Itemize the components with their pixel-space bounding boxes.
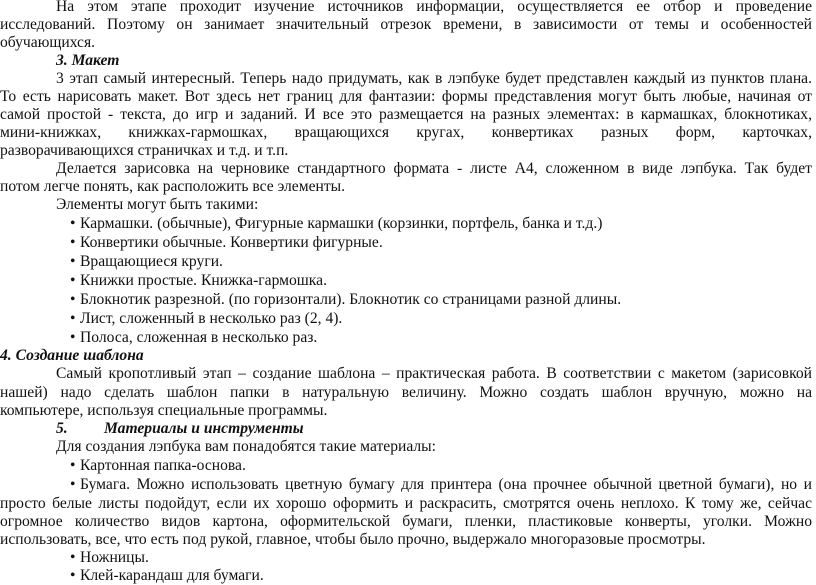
section-number: 5.: [56, 420, 68, 437]
text-line: мини-книжках, книжках-гармошках, вращающихся кругах, конвертиках разных форм, карточках,: [0, 124, 812, 141]
text-line: исследований. Поэтому он занимает значительный отрезок времени, в зависимости от темы и особенностей: [0, 16, 812, 33]
list-item: • Конвертики обычные. Конвертики фигурные.: [70, 234, 383, 251]
section-title: Материалы и инструменты: [104, 420, 304, 437]
text-line: компьютере, используя специальные программы.: [0, 402, 328, 419]
list-item: • Бумага. Можно использовать цветную бумагу для принтера (она прочнее обычной цветной бумаги), но и: [70, 476, 812, 493]
text-line: огромное количество видов картона, оформительской бумаги, пленки, пластиковые конверты, уголки. Можно: [0, 513, 812, 530]
list-item: • Лист, сложенный в несколько раз (2, 4).: [70, 310, 343, 327]
text-line: обучающихся.: [0, 34, 96, 51]
bullet: •: [70, 457, 76, 474]
text-line: На этом этапе проходит изучение источников информации, осуществляется ее отбор и проведение: [56, 0, 812, 15]
bullet: •: [70, 215, 76, 232]
text-line: Элементы могут быть такими:: [56, 196, 259, 213]
bullet: •: [70, 272, 76, 289]
bullet: •: [70, 329, 76, 346]
bullet: •: [70, 310, 76, 327]
text-line: Для создания лэпбука вам понадобятся такие материалы:: [56, 438, 436, 455]
text-line: потом легче понять, как расположить все элементы.: [0, 178, 346, 195]
list-item: • Вращающиеся круги.: [70, 253, 223, 270]
bullet: •: [70, 476, 76, 493]
text-line: Делается зарисовка на черновике стандартного формата - листе А4, сложенном в виде лэпбука. Так будет: [56, 160, 812, 177]
text-line: разворачивающихся страничках и т.д. и т.п.: [0, 142, 289, 159]
list-item: • Полоса, сложенная в несколько раз.: [70, 329, 318, 346]
list-item: • Книжки простые. Книжка-гармошка.: [70, 272, 327, 289]
bullet: •: [70, 253, 76, 270]
text-line: Самый кропотливый этап – создание шаблона – практическая работа. В соответствии с макетом (зарисовкой: [56, 365, 812, 382]
list-item: • Клей-карандаш для бумаги.: [70, 567, 264, 584]
text-line: использовать, все, что есть под рукой, главное, чтобы было прочно, выдержало многоразовые просмотры.: [0, 531, 706, 548]
text-line: нашей) надо сделать шаблон папки в натуральную величину. Можно создать шаблон вручную, можно на: [0, 384, 812, 401]
bullet: •: [70, 291, 76, 308]
bullet: •: [70, 234, 76, 251]
list-item: • Ножницы.: [70, 549, 149, 566]
list-item: • Блокнотик разрезной. (по горизонтали). Блокнотик со страницами разной длины.: [70, 291, 622, 308]
list-item: • Картонная папка-основа.: [70, 457, 246, 474]
text-line: То есть нарисовать макет. Вот здесь нет границ для фантазии: формы представления могут быть любые, начиная от: [0, 88, 812, 105]
text-line: просто белые листы подойдут, если их хорошо оформить и раскрасить, смотрятся очень неплохо. К тому же, сейчас: [0, 495, 812, 512]
text-line: 3 этап самый интересный. Теперь надо придумать, как в лэпбуке будет представлен каждый из пунктов плана.: [56, 70, 812, 87]
bullet: •: [70, 567, 76, 584]
section-heading: 4. Создание шаблона: [0, 347, 144, 364]
text-line: самой простой - текста, до игр и заданий. И все это размещается на разных элементах: в кармашках, блокнотиках,: [0, 106, 812, 123]
section-heading: 3. Макет: [56, 52, 120, 69]
bullet: •: [70, 549, 76, 566]
section-heading: [56, 420, 812, 438]
list-item: • Кармашки. (обычные), Фигурные кармашки (корзинки, портфель, банка и т.д.): [70, 215, 603, 232]
